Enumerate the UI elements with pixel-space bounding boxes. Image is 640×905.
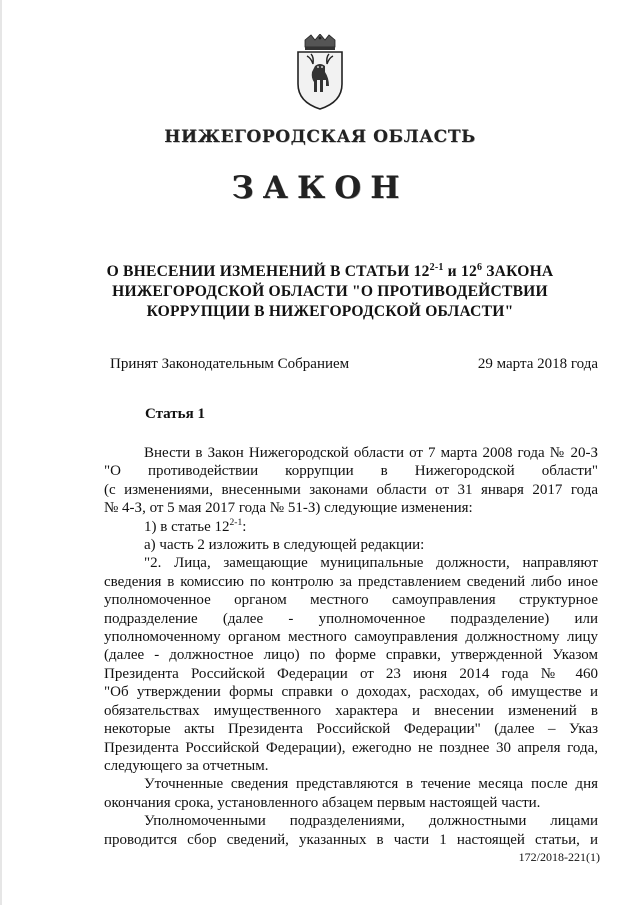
quoted-line: "2. Лица, замещающие муниципальные должности, направляют	[144, 555, 598, 572]
paragraph-line: Уполномоченными подразделениями, должностными лицами	[144, 813, 598, 830]
quoted-line: Президента Российской Федерации), ежегодно не позднее 30 апреля года,	[104, 739, 598, 756]
list-item-text: 1) в статье 12	[144, 518, 230, 535]
region-name: НИЖЕГОРОДСКАЯ ОБЛАСТЬ	[164, 127, 476, 147]
quoted-line: Президента Российской Федерации от 23 июня 2014 года № 460	[104, 665, 598, 682]
quoted-line: уполномоченное органом местного самоуправления структурное	[104, 592, 598, 609]
title-line-2: НИЖЕГОРОДСКОЙ ОБЛАСТИ "О ПРОТИВОДЕЙСТВИИ	[112, 283, 548, 300]
quoted-line: обязательствах имущественного характера и внесении изменений в	[104, 702, 598, 719]
title-text: и 12	[443, 263, 477, 280]
quoted-line: подразделение (далее - уполномоченное подразделение) или	[104, 610, 598, 627]
article-body	[104, 444, 598, 849]
article-number-superscript: 6	[476, 261, 483, 273]
quoted-line: (далее - должностное лицо) по форме справки, утвержденной Указом	[104, 647, 598, 664]
paragraph-line: № 4-З, от 5 мая 2017 года № 51-З) следующие изменения:	[104, 500, 473, 517]
quoted-line: уполномоченному органом местного самоуправления должностному лицу	[104, 629, 598, 646]
quoted-line: некоторые акты Президента Российской Федерации" (далее – Указ	[104, 721, 598, 738]
quoted-line: "Об утверждении формы справки о доходах, расходах, об имуществе и	[104, 684, 598, 701]
paragraph-line: (с изменениями, внесенными законами области от 31 января 2017 года	[104, 481, 598, 498]
list-item-text: :	[242, 518, 247, 535]
document-type: ЗАКОН	[231, 170, 409, 206]
title-line-3: КОРРУПЦИИ В НИЖЕГОРОДСКОЙ ОБЛАСТИ"	[146, 303, 514, 320]
paragraph-line: Уточненные сведения представляются в течение месяца после дня	[144, 776, 598, 793]
title-line-1	[80, 262, 580, 282]
quoted-line: сведения в комиссию по контролю за представлением сведений либо иное	[104, 573, 598, 590]
list-item	[104, 518, 598, 536]
adoption-date: 29 марта 2018 года	[477, 356, 598, 372]
list-item: а) часть 2 изложить в следующей редакции:	[144, 537, 425, 554]
adopted-by: Принят Законодательным Собранием	[110, 356, 350, 372]
title-text: ЗАКОНА	[482, 263, 554, 280]
coat-of-arms-icon	[293, 34, 347, 110]
paragraph-line: "О противодействии коррупции в Нижегородской области"	[104, 463, 598, 480]
article-number-superscript: 2-1	[429, 261, 444, 273]
title-text: О ВНЕСЕНИИ ИЗМЕНЕНИЙ В СТАТЬИ 12	[106, 263, 430, 280]
document-registration-code: 172/2018-221(1)	[518, 850, 600, 864]
paragraph-line: проводится сбор сведений, указанных в части 1 настоящей статьи, и	[104, 831, 598, 848]
quoted-line: следующего за отчетным.	[104, 757, 269, 774]
law-title	[80, 262, 580, 322]
article-number-superscript: 2-1	[229, 517, 243, 528]
paragraph-line: Внести в Закон Нижегородской области от 7 марта 2008 года № 20-З	[144, 445, 598, 461]
paragraph-line: окончания срока, установленного абзацем первым настоящей части.	[104, 794, 541, 811]
article-heading: Статья 1	[145, 406, 205, 422]
